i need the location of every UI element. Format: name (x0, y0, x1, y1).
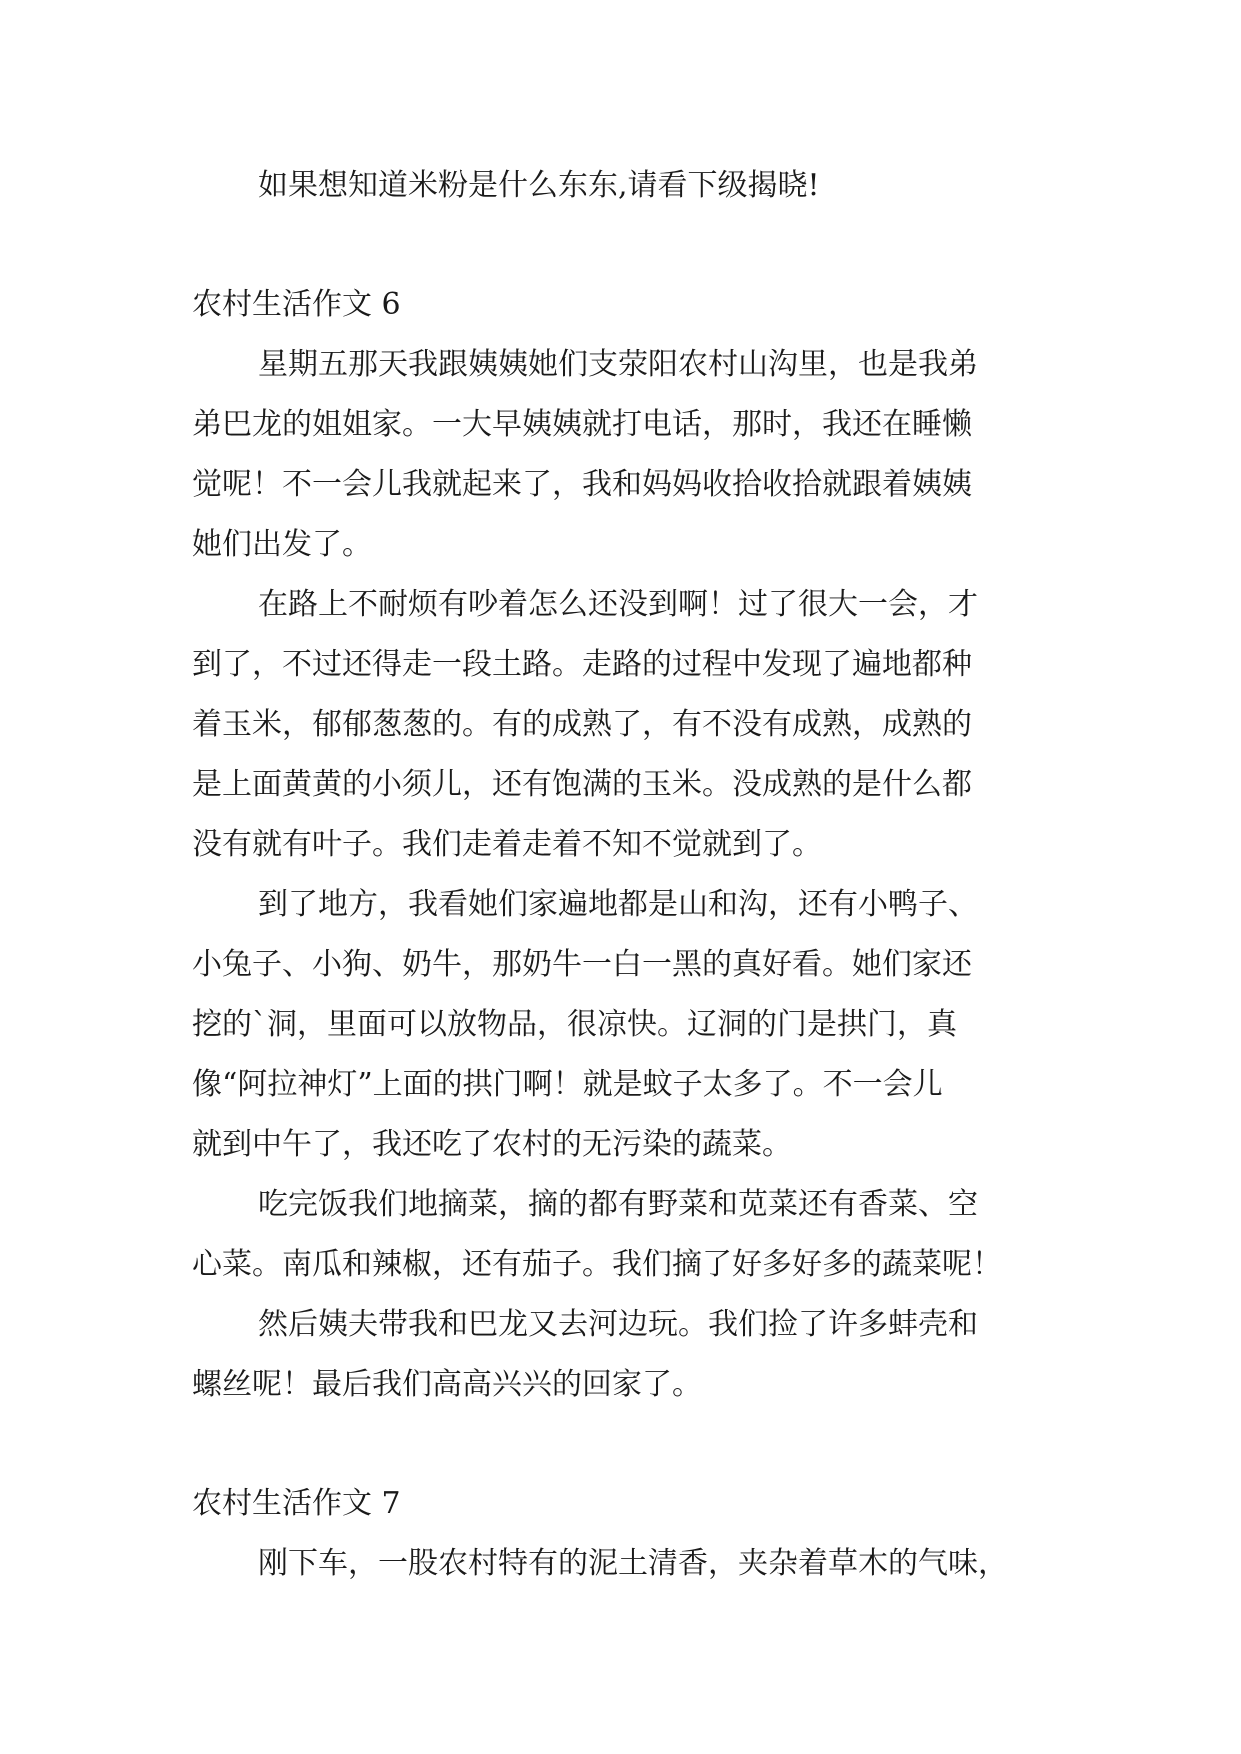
paragraph-line: 就到中午了，我还吃了农村的无污染的蔬菜。 (192, 1127, 792, 1162)
paragraph-line: 觉呢！不一会儿我就起来了，我和妈妈收拾收拾就跟着姨姨 (192, 467, 972, 502)
paragraph-line: 螺丝呢！最后我们高高兴兴的回家了。 (192, 1367, 702, 1402)
paragraph-line: 星期五那天我跟姨姨她们支荥阳农村山沟里，也是我弟 (258, 347, 978, 382)
paragraph-line: 她们出发了。 (192, 527, 372, 562)
paragraph-line: 然后姨夫带我和巴龙又去河边玩。我们捡了许多蚌壳和 (258, 1307, 978, 1342)
paragraph-line: 没有就有叶子。我们走着走着不知不觉就到了。 (192, 827, 822, 862)
paragraph-line: 像“阿拉神灯”上面的拱门啊！就是蚊子太多了。不一会儿 (192, 1067, 943, 1102)
paragraph-line: 到了，不过还得走一段土路。走路的过程中发现了遍地都种 (192, 647, 972, 682)
paragraph-line: 刚下车，一股农村特有的泥土清香，夹杂着草木的气味， (258, 1546, 1008, 1581)
section-6-title: 农村生活作文 6 (192, 287, 401, 322)
paragraph-line: 着玉米，郁郁葱葱的。有的成熟了，有不没有成熟，成熟的 (192, 707, 972, 742)
paragraph-line: 到了地方，我看她们家遍地都是山和沟，还有小鸭子、 (258, 887, 978, 922)
paragraph-line: 在路上不耐烦有吵着怎么还没到啊！过了很大一会，才 (258, 587, 978, 622)
paragraph-line: 是上面黄黄的小须儿，还有饱满的玉米。没成熟的是什么都 (192, 767, 972, 802)
intro-line: 如果想知道米粉是什么东东,请看下级揭晓! (258, 168, 820, 203)
paragraph-line: 小兔子、小狗、奶牛，那奶牛一白一黑的真好看。她们家还 (192, 947, 972, 982)
section-7-title: 农村生活作文 7 (192, 1486, 401, 1521)
paragraph-line: 挖的`洞，里面可以放物品，很凉快。辽洞的门是拱门，真 (192, 1007, 957, 1042)
paragraph-line: 吃完饭我们地摘菜，摘的都有野菜和苋菜还有香菜、空 (258, 1187, 978, 1222)
paragraph-line: 弟巴龙的姐姐家。一大早姨姨就打电话，那时，我还在睡懒 (192, 407, 972, 442)
paragraph-line: 心菜。南瓜和辣椒，还有茄子。我们摘了好多好多的蔬菜呢！ (192, 1247, 1002, 1282)
